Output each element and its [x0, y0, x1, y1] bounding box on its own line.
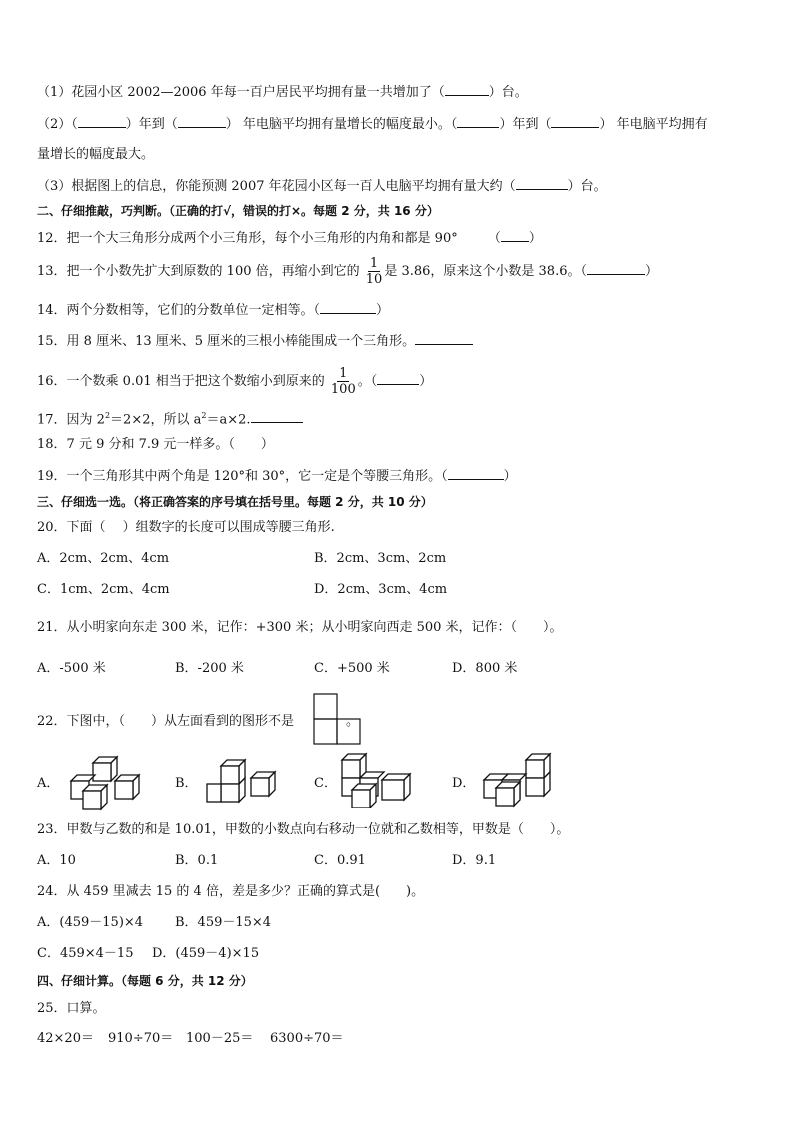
calc-item[interactable]: 100－25＝ [186, 1031, 254, 1046]
question-25: 25．口算。 [37, 1001, 106, 1016]
calc-item[interactable]: 910÷70＝ [108, 1031, 174, 1046]
q22-option-b[interactable]: B． [175, 776, 198, 791]
q24-option-a[interactable]: A．(459－15)×4 [37, 915, 144, 930]
answer-blank[interactable] [448, 467, 504, 480]
section-2-title: 二、仔细推敲，巧判断。（正确的打√，错误的打×。每题 2 分，共 16 分） [37, 204, 439, 218]
answer-blank[interactable] [251, 410, 303, 423]
question-24: 24．从 459 里减去 15 的 4 倍，差是多少？正确的算式是( )。 [37, 884, 425, 899]
calc-item[interactable]: 6300÷70＝ [270, 1031, 344, 1046]
question-15: 15．用 8 厘米、13 厘米、5 厘米的三根小棒能围成一个三角形。 [37, 332, 473, 351]
q11-part2-cont: 量增长的幅度最大。 [37, 147, 155, 162]
answer-blank[interactable] [516, 177, 568, 190]
q23-option-a[interactable]: A．10 [37, 853, 76, 868]
cube-figure-d[interactable] [480, 752, 560, 808]
section-4-title: 四、仔细计算。（每题 6 分，共 12 分） [37, 974, 253, 988]
q22-option-d[interactable]: D． [452, 776, 476, 791]
answer-blank[interactable] [445, 83, 489, 96]
question-20: 20．下面（ ）组数字的长度可以围成等腰三角形. [37, 520, 335, 535]
q24-option-d[interactable]: D．(459－4)×15 [152, 946, 260, 961]
q11-part1: （1）花园小区 2002—2006 年每一百户居民平均拥有量一共增加了（ ）台。 [37, 85, 528, 100]
fraction-one-hundredth: $\frac{1}{100}$ [330, 366, 356, 397]
l-shape-view-figure [313, 693, 363, 747]
answer-blank[interactable] [551, 115, 599, 128]
answer-blank[interactable] [78, 115, 126, 128]
cube-figure-c[interactable] [338, 752, 416, 808]
section-3-title: 三、仔细选一选。（将正确答案的序号填在括号里。每题 2 分，共 10 分） [37, 495, 433, 509]
q20-option-c[interactable]: C．1cm、2cm、4cm [37, 582, 170, 597]
answer-blank[interactable] [587, 262, 645, 275]
question-17: 17．因为 $2^2=2\times 2$，所以 $a^2=a\times 2$. [37, 407, 303, 429]
q23-option-c[interactable]: C．0.91 [314, 853, 366, 868]
q21-option-a[interactable]: A．-500 米 [37, 661, 106, 676]
fraction-one-tenth: $\frac{1}{10}$ [365, 256, 383, 287]
question-14: 14．两个分数相等，它们的分数单位一定相等。（ ） [37, 303, 390, 318]
q11-part2: （2）（ ）年到（ ） 年电脑平均拥有量增长的幅度最小。（ ）年到（ ） 年电脑平均拥有 [37, 117, 708, 132]
q21-option-c[interactable]: C．+500 米 [314, 661, 390, 676]
q22-option-a[interactable]: A． [37, 776, 60, 791]
answer-blank[interactable] [320, 301, 376, 314]
q24-option-b[interactable]: B．459－15×4 [175, 915, 272, 930]
q20-option-a[interactable]: A．2cm、2cm、4cm [37, 551, 170, 566]
answer-blank[interactable] [415, 332, 473, 345]
q20-option-d[interactable]: D．2cm、3cm、4cm [314, 582, 448, 597]
question-23: 23．甲数与乙数的和是 10.01，甲数的小数点向右移动一位就和乙数相等，甲数是（ ）。 [37, 822, 570, 837]
calc-item[interactable]: 42×20＝ [37, 1031, 94, 1046]
cube-figure-b[interactable] [203, 758, 283, 806]
question-21: 21．从小明家向东走 300 米，记作：+300 米；从小明家向西走 500 米，记作：（ ）。 [37, 620, 563, 635]
question-12: 12．把一个大三角形分成两个小三角形，每个小三角形的内角和都是 90° （ ） [37, 231, 542, 246]
q11-part3: （3）根据图上的信息，你能预测 2007 年花园小区每一百人电脑平均拥有量大约（ ）台。 [37, 179, 607, 194]
q22-option-c[interactable]: C． [314, 776, 337, 791]
question-13: 13．把一个小数先扩大到原数的 100 倍，再缩小到它的 $\frac{1}{10}$ 是 3.86，原来这个小数是 38.6。（ ） [37, 256, 658, 287]
answer-blank[interactable] [501, 229, 529, 242]
q21-option-b[interactable]: B．-200 米 [175, 661, 244, 676]
q21-option-d[interactable]: D．800 米 [452, 661, 518, 676]
answer-blank[interactable] [377, 372, 419, 385]
answer-blank[interactable] [178, 115, 226, 128]
question-22: 22．下图中，（ ）从左面看到的图形不是 。 [37, 714, 360, 729]
q20-option-b[interactable]: B．2cm、3cm、2cm [314, 551, 447, 566]
cube-figure-a[interactable] [65, 755, 145, 811]
question-18: 18．7 元 9 分和 7.9 元一样多。（ ） [37, 437, 274, 452]
question-16: 16．一个数乘 0.01 相当于把这个数缩小到原来的 $\frac{1}{100}$ 。（ ） [37, 366, 433, 397]
wrapped-char: 有 [694, 117, 708, 132]
q23-option-b[interactable]: B．0.1 [175, 853, 219, 868]
answer-blank[interactable] [457, 115, 499, 128]
q24-option-c[interactable]: C．459×4－15 [37, 946, 134, 961]
q23-option-d[interactable]: D．9.1 [452, 853, 497, 868]
question-19: 19．一个三角形其中两个角是 120°和 30°，它一定是个等腰三角形。（ ） [37, 469, 517, 484]
